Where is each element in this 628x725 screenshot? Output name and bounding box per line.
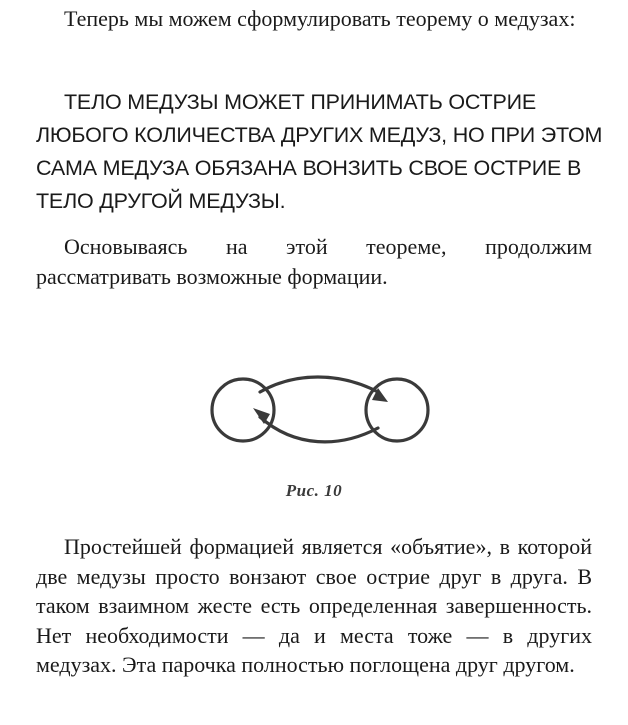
closing-paragraph: Простейшей формацией является «объятие», в которой две медузы просто вонзают свое острие друг в друга. В таком взаимном жесте есть определенная завершенность. Нет необходимости — да и места тоже — в других медузах. Эта парочка полностью поглощена друг другом.	[36, 534, 592, 677]
right-jellyfish-tentacle	[260, 417, 378, 442]
figure-caption: Рис. 10	[285, 481, 343, 500]
left-jellyfish-tentacle	[260, 377, 378, 392]
intro-paragraph: Теперь мы можем сформулировать теорему о медузах:	[64, 6, 576, 31]
right-jellyfish-body	[366, 379, 428, 441]
theorem-statement: ТЕЛО МЕДУЗЫ МОЖЕТ ПРИНИМАТЬ ОСТРИЕ ЛЮБОГО КОЛИЧЕСТВА ДРУГИХ МЕДУЗ, НО ПРИ ЭТОМ САМА МЕДУЗА ОБЯЗАНА ВОНЗИТЬ СВОЕ ОСТРИЕ В ТЕЛО ДРУГОЙ МЕДУЗЫ.	[36, 90, 603, 213]
continue-paragraph: Основываясь на этой теореме, продолжим рассматривать возможные формации.	[36, 234, 592, 289]
jellyfish-embrace-figure	[200, 370, 440, 450]
